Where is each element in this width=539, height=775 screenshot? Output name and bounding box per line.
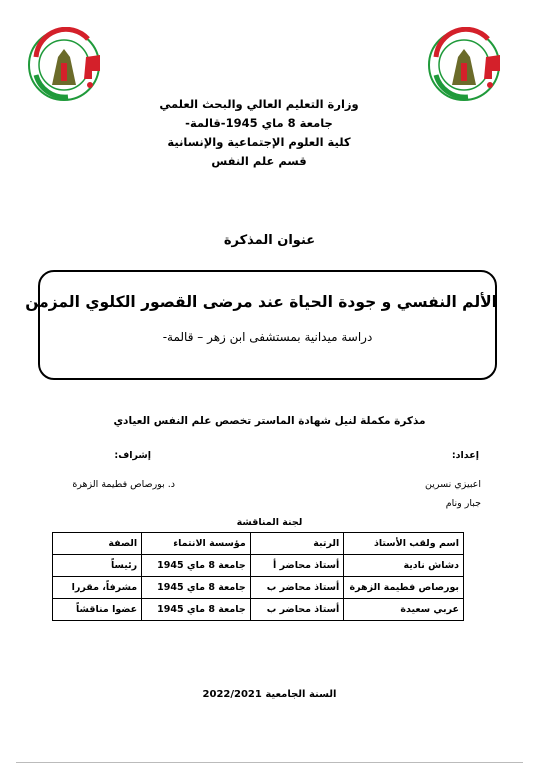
jury-header-name: اسم ولقب الأستاذ: [344, 533, 464, 555]
table-row: [53, 599, 464, 621]
jury-cell-institution: جامعة 8 ماي 1945: [142, 555, 251, 577]
prepared-label: إعداد:: [451, 450, 479, 461]
university-name: جامعة 8 ماي 1945-قالمة-: [185, 116, 333, 130]
university-logo-left: [28, 27, 104, 103]
jury-cell-name: دشاش نادية: [344, 555, 464, 577]
jury-cell-role: رئيساً: [53, 555, 142, 577]
department-name: قسم علم النفس: [211, 154, 307, 168]
student-name-1: اعبيزي نسرين: [425, 479, 481, 490]
ministry-name: وزارة التعليم العالي والبحث العلمي: [159, 97, 359, 111]
jury-table: [52, 532, 464, 621]
thesis-subtitle: دراسة ميدانية بمستشفى ابن زهر – قالمة-: [162, 330, 373, 344]
jury-cell-role: عضوا مناقشاً: [53, 599, 142, 621]
jury-cell-role: مشرفاً، مقررا: [53, 577, 142, 599]
student-name-2: جبار ونام: [445, 498, 481, 509]
university-logo-right: [428, 27, 504, 103]
title-box: [25, 270, 497, 380]
table-row: [53, 577, 464, 599]
jury-cell-rank: أستاذ محاضر ب: [250, 577, 344, 599]
academic-year: السنة الجامعية 2022/2021: [202, 689, 337, 700]
table-row: [53, 555, 464, 577]
jury-caption: لجنة المناقشة: [236, 517, 303, 528]
jury-cell-rank: أستاذ محاضر ب: [250, 599, 344, 621]
jury-cell-institution: جامعة 8 ماي 1945: [142, 599, 251, 621]
jury-cell-name: بورصاص فطيمة الزهرة: [344, 577, 464, 599]
supervisor-name: د. بورصاص فطيمة الزهرة: [72, 479, 175, 490]
faculty-name: كلية العلوم الإجتماعية والإنسانية: [167, 135, 351, 149]
jury-header-institution: مؤسسة الانتماء: [142, 533, 251, 555]
jury-header-rank: الرتبة: [250, 533, 344, 555]
jury-cell-name: عربي سعيدة: [344, 599, 464, 621]
page-bottom-rule: [16, 762, 523, 763]
jury-cell-rank: أستاذ محاضر أ: [250, 555, 344, 577]
memo-heading: عنوان المذكرة: [223, 233, 316, 248]
jury-header-role: الصفة: [53, 533, 142, 555]
supervision-label: إشراف:: [114, 450, 151, 461]
jury-header-row: [53, 533, 464, 555]
memo-statement: مذكرة مكملة لنيل شهادة الماستر تخصص علم النفس العيادي: [113, 415, 426, 427]
institution-header: [94, 95, 424, 171]
thesis-title: الألم النفسي و جودة الحياة عند مرضى القصور الكلوي المزمن: [25, 293, 497, 311]
jury-cell-institution: جامعة 8 ماي 1945: [142, 577, 251, 599]
